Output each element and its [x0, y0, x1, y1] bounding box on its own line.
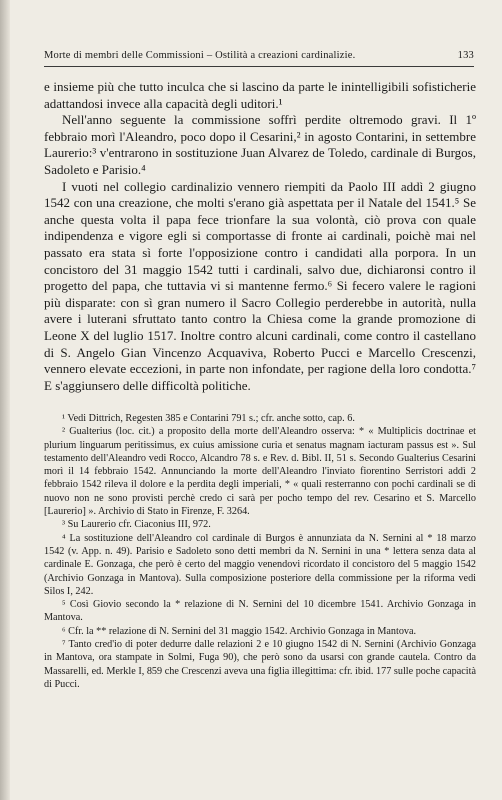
footnotes	[44, 412, 476, 691]
running-title: Morte di membri delle Commissioni – Ostilità a creazioni cardinalizie.	[44, 50, 356, 61]
footnote: ¹ Vedi Dittrich, Regesten 385 e Contarini 791 s.; cfr. anche sotto, cap. 6.	[62, 413, 355, 424]
paragraph: e insieme più che tutto inculca che si lascino da parte le inintelligibili sofisticherie adattandosi invece alla capacità degli uditori.¹	[44, 79, 476, 111]
footnote: ³ Su Laurerio cfr. Ciaconius III, 972.	[62, 519, 211, 531]
paragraph: I vuoti nel collegio cardinalizio vennero riempiti da Paolo III addì 2 giugno 1542 con una creazione, che molti s'erano già aspettata per il Natale del 1541.⁵ Se anche questa volta il papa fece trionfare la sua volontà, ciò prova con quale indipendenza e vigore egli si comportasse di fronte ai cardinali, poichè mai nel passato era stata sì forte l'opposizione contro i candidati alla porpora. In un concistoro del 31 maggio 1542 tutti i cardinali, salvo due, dichiaronsi contro il progetto del papa, che tuttavia vi si mantenne fermo.⁶ Si fecero valere le ragioni più disparate: con sì gran numero il Sacro Collegio perderebbe in autorità, nulla avere i luterani sfruttato tanto contro la Chiesa come la grande promozione di Leone X del luglio 1517. Inoltre contro alcuni cardinali, come contro il castellano di S. Angelo Gian Vincenzo Acquaviva, Roberto Pucci e Marcello Crescenzi, vennero elevate eccezioni, in parte non infondate, per ragione della loro condotta.⁷ E s'aggiunsero delle difficoltà politiche.	[44, 178, 476, 393]
header-rule	[44, 66, 474, 67]
footnote: ⁷ Tanto cred'io di poter dedurre dalle relazioni 2 e 10 giugno 1542 di N. Sernini (Archivio Gonzaga in Mantova, ora stampate in Solmi, Fuga 90), che però sono da usarsi con grande cautela. Contro da Massarelli, ed. Merkle I, 859 che Crescenzi aveva una figlia illegittima: cfr. ibid. 177 sulle poche capacità di Pucci.	[44, 639, 476, 690]
page-binding-shadow	[0, 0, 10, 800]
footnote: ⁴ La sostituzione dell'Aleandro col cardinale di Burgos è annunziata da N. Sernini al * 18 marzo 1542 (v. App. n. 49). Parisio e Sadoleto sono detti membri da N. Sernini in una * lettera senza data al cardinale E. Gonzaga, che però è certo del maggio venendovi ricordato il concistoro del 5 maggio 1542 (Archivio Gonzaga in Mantova). Sulla composizione posteriore della commissione per la riforma vedi Silos I, 242.	[44, 532, 476, 597]
main-text	[44, 79, 476, 394]
running-header	[44, 50, 474, 61]
footnote: ² Gualterius (loc. cit.) a proposito della morte dell'Aleandro osserva: * « Multiplicis doctrinae et plurium linguarum peritissimus, ex cuius amissione curia et senatus magnam iacturam passus est ». Sul testamento dell'Aleandro vedi Rocco, Alcandro 78 s. e Rev. d. Bibl. II, 51 s. Secondo Gualterius Cesarini morì il 14 febbraio 1542. Annunciando la morte dell'Aleandro l'inviato fiorentino Serristori addì 2 febbraio 1542 rileva il dolore e la perdita degli imperiali, * « quali resterranno con pochi cardinali se di nuovo non ne sono provisti perchè credo ci sarà per pocho tempo del rev. Cesarino et S. Marcello [Laurerio] ». Archivio di Stato in Firenze, F. 3264.	[44, 426, 476, 518]
footnote: ⁶ Cfr. la ** relazione di N. Sernini del 31 maggio 1542. Archivio Gonzaga in Mantova.	[62, 625, 417, 637]
page-number: 133	[457, 50, 474, 61]
footnote: ⁵ Così Giovio secondo la * relazione di N. Sernini del 10 dicembre 1541. Archivio Gonzaga in Mantova.	[44, 599, 476, 624]
paragraph: Nell'anno seguente la commissione soffrì perdite oltremodo gravi. Il 1º febbraio morì l'Aleandro, poco dopo il Cesarini,² in agosto Contarini, in settembre Laurerio:³ v'entrarono in sostituzione Juan Alvarez de Toledo, cardinale di Burgos, Sadoleto e Parisio.⁴	[44, 112, 476, 177]
